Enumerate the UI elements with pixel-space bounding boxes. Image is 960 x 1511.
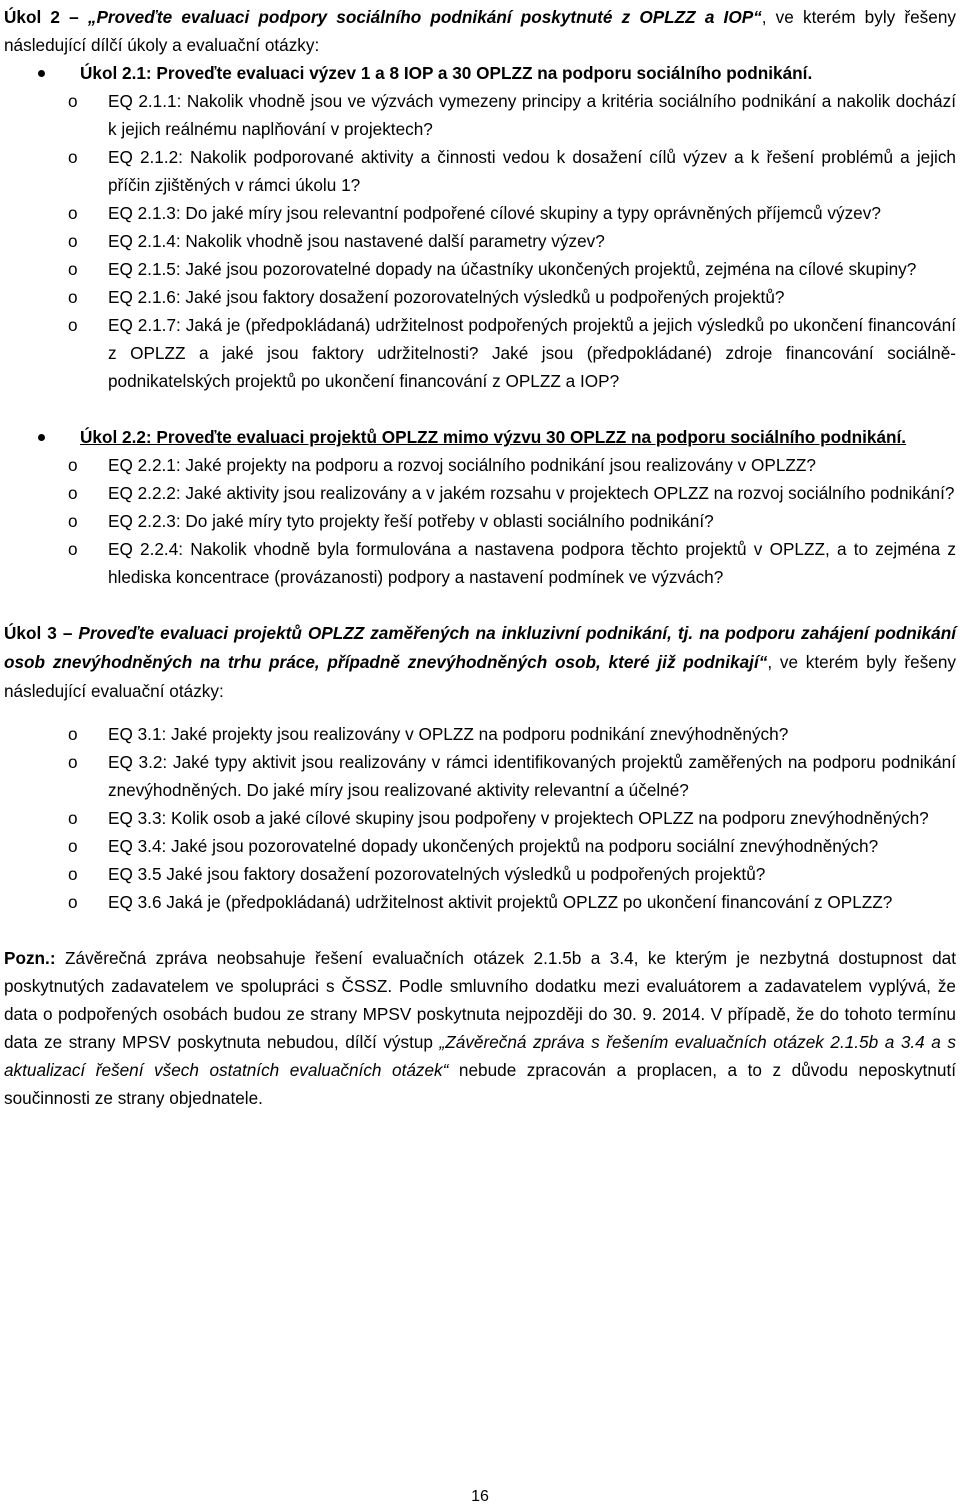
question-text: EQ 2.2.2: Jaké aktivity jsou realizovány a v jakém rozsahu v projektech OPLZZ na rozvoj sociálního podnikání? — [108, 483, 955, 503]
bullet-marker: o — [68, 287, 78, 307]
question-text: EQ 2.2.3: Do jaké míry tyto projekty řeší potřeby v oblasti sociálního podnikání? — [108, 511, 714, 531]
bullet-marker: o — [68, 147, 78, 167]
subtask-2-1-heading: Úkol 2.1: Proveďte evaluaci výzev 1 a 8 IOP a 30 OPLZZ na podporu sociálního podnikání. — [80, 63, 813, 83]
question-item — [4, 479, 956, 507]
question-text: EQ 2.1.4: Nakolik vhodně jsou nastavené další parametry výzev? — [108, 231, 605, 251]
question-list-2-1 — [4, 87, 956, 395]
note-text-1: Závěrečná zpráva neobsahuje řešení evaluačních otázek 2.1.5b a 3.4, ke kterým je nezbytná dostupnost dat poskytnutých zadavatelem ve spolupráci s ČSSZ. Podle smluvního dodatku mezi evaluátorem a zadavatelem vyplývá, že data o podpořených osobách budou ze strany MPSV poskytnuta nejpozději do 30. 9. 2014. V případě, že do tohoto termínu data ze strany MPSV poskytnuta nebudou, dílčí výstup — [4, 948, 956, 1052]
bullet-dot-icon — [38, 70, 45, 77]
bullet-marker: o — [68, 539, 78, 559]
question-text: EQ 3.2: Jaké typy aktivit jsou realizovány v rámci identifikovaných projektů zaměřených na podporu podnikání znevýhodněných. Do jaké míry jsou realizované aktivity relevantní a účelné? — [108, 752, 956, 800]
question-item — [4, 748, 956, 804]
bullet-marker: o — [68, 808, 78, 828]
question-text: EQ 2.1.3: Do jaké míry jsou relevantní podpořené cílové skupiny a typy oprávněných příjemců výzev? — [108, 203, 881, 223]
question-item — [4, 227, 956, 255]
question-text: EQ 2.2.4: Nakolik vhodně byla formulována a nastavena podpora těchto projektů v OPLZZ, a to zejména z hlediska koncentrace (provázanosti) podpory a nastavení podmínek ve výzvách? — [108, 539, 956, 587]
bullet-marker: o — [68, 203, 78, 223]
question-item — [4, 283, 956, 311]
note-label: Pozn.: — [4, 948, 56, 968]
question-text: EQ 2.1.2: Nakolik podporované aktivity a činnosti vedou k dosažení cílů výzev a k řešení problémů a jejich příčin zjištěných v rámci úkolu 1? — [108, 147, 956, 195]
subtask-2-1 — [4, 59, 956, 87]
page-number: 16 — [471, 1488, 489, 1505]
task3-label: Úkol 3 – — [4, 623, 73, 643]
note-paragraph — [4, 944, 956, 1112]
question-item — [4, 311, 956, 395]
bullet-marker: o — [68, 91, 78, 111]
question-text: EQ 3.3: Kolik osob a jaké cílové skupiny jsou podpořeny v projektech OPLZZ na podporu znevýhodněných? — [108, 808, 929, 828]
question-item — [4, 451, 956, 479]
task2-label: Úkol 2 – — [4, 7, 79, 27]
bullet-marker: o — [68, 836, 78, 856]
task3-heading — [4, 619, 956, 706]
question-text: EQ 2.2.1: Jaké projekty na podporu a rozvoj sociálního podnikání jsou realizovány v OPLZZ? — [108, 455, 816, 475]
question-text: EQ 2.1.7: Jaká je (předpokládaná) udržitelnost podpořených projektů a jejich výsledků po ukončení financování z OPLZZ a jaké jsou faktory udržitelnosti? Jaké jsou (předpokládané) zdroje financování sociálně-podnikatelských projektů po ukončení financování z OPLZZ a IOP? — [108, 315, 956, 391]
question-text: EQ 2.1.5: Jaké jsou pozorovatelné dopady na účastníky ukončených projektů, zejména na cílové skupiny? — [108, 259, 917, 279]
bullet-marker: o — [68, 724, 78, 744]
note-italic: „Závěrečná zpráva s řešením evaluačních otázek 2.1.5b a 3.4 a s aktualizací řešení všech ostatních evaluačních otázek“ — [4, 1032, 956, 1080]
bullet-marker: o — [68, 892, 78, 912]
task2-heading — [4, 3, 956, 59]
bullet-marker: o — [68, 231, 78, 251]
task2-title: „Proveďte evaluaci podpory sociálního podnikání poskytnuté z OPLZZ a IOP“ — [87, 7, 762, 27]
question-item — [4, 143, 956, 199]
question-text: EQ 3.1: Jaké projekty jsou realizovány v OPLZZ na podporu podnikání znevýhodněných? — [108, 724, 789, 744]
question-text: EQ 3.6 Jaká je (předpokládaná) udržitelnost aktivit projektů OPLZZ po ukončení financování z OPLZZ? — [108, 892, 893, 912]
question-text: EQ 2.1.6: Jaké jsou faktory dosažení pozorovatelných výsledků u podpořených projektů? — [108, 287, 785, 307]
task2-tail: , ve kterém byly řešeny následující dílčí úkoly a evaluační otázky: — [4, 7, 956, 55]
question-item — [4, 535, 956, 591]
subtask-2-2-heading: Úkol 2.2: Proveďte evaluaci projektů OPLZZ mimo výzvu 30 OPLZZ na podporu sociálního podnikání. — [80, 427, 907, 447]
question-item — [4, 255, 956, 283]
question-item — [4, 804, 956, 832]
question-text: EQ 3.4: Jaké jsou pozorovatelné dopady ukončených projektů na podporu sociální znevýhodněných? — [108, 836, 879, 856]
question-item — [4, 87, 956, 143]
question-item — [4, 720, 956, 748]
bullet-marker: o — [68, 483, 78, 503]
bullet-marker: o — [68, 511, 78, 531]
question-list-2-2 — [4, 451, 956, 591]
note-text-2: nebude zpracován a proplacen, a to z důvodu neposkytnutí součinnosti ze strany objednatele. — [4, 1060, 956, 1108]
question-text: EQ 3.5 Jaké jsou faktory dosažení pozorovatelných výsledků u podpořených projektů? — [108, 864, 766, 884]
subtask-2-2 — [4, 423, 956, 451]
document-page — [4, 0, 956, 1112]
task3-title-part2: na podporu zahájení podnikání osob znevýhodněných na trhu práce, případně znevýhodněných osob, které již podnikají“ — [4, 623, 956, 672]
bullet-marker: o — [68, 259, 78, 279]
question-item — [4, 199, 956, 227]
bullet-marker: o — [68, 455, 78, 475]
question-item — [4, 832, 956, 860]
question-item — [4, 888, 956, 916]
bullet-dot-icon — [38, 434, 45, 441]
bullet-marker: o — [68, 315, 78, 335]
question-item — [4, 860, 956, 888]
task3-title-part1: Proveďte evaluaci projektů OPLZZ zaměřených na inkluzivní podnikání, tj. — [78, 623, 694, 643]
question-list-3 — [4, 720, 956, 916]
question-text: EQ 2.1.1: Nakolik vhodně jsou ve výzvách vymezeny principy a kritéria sociálního podnikání a nakolik dochází k jejich reálnému naplňování v projektech? — [108, 91, 956, 139]
question-item — [4, 507, 956, 535]
bullet-marker: o — [68, 864, 78, 884]
bullet-marker: o — [68, 752, 78, 772]
task3-tail: , ve kterém byly řešeny následující evaluační otázky: — [4, 652, 956, 701]
